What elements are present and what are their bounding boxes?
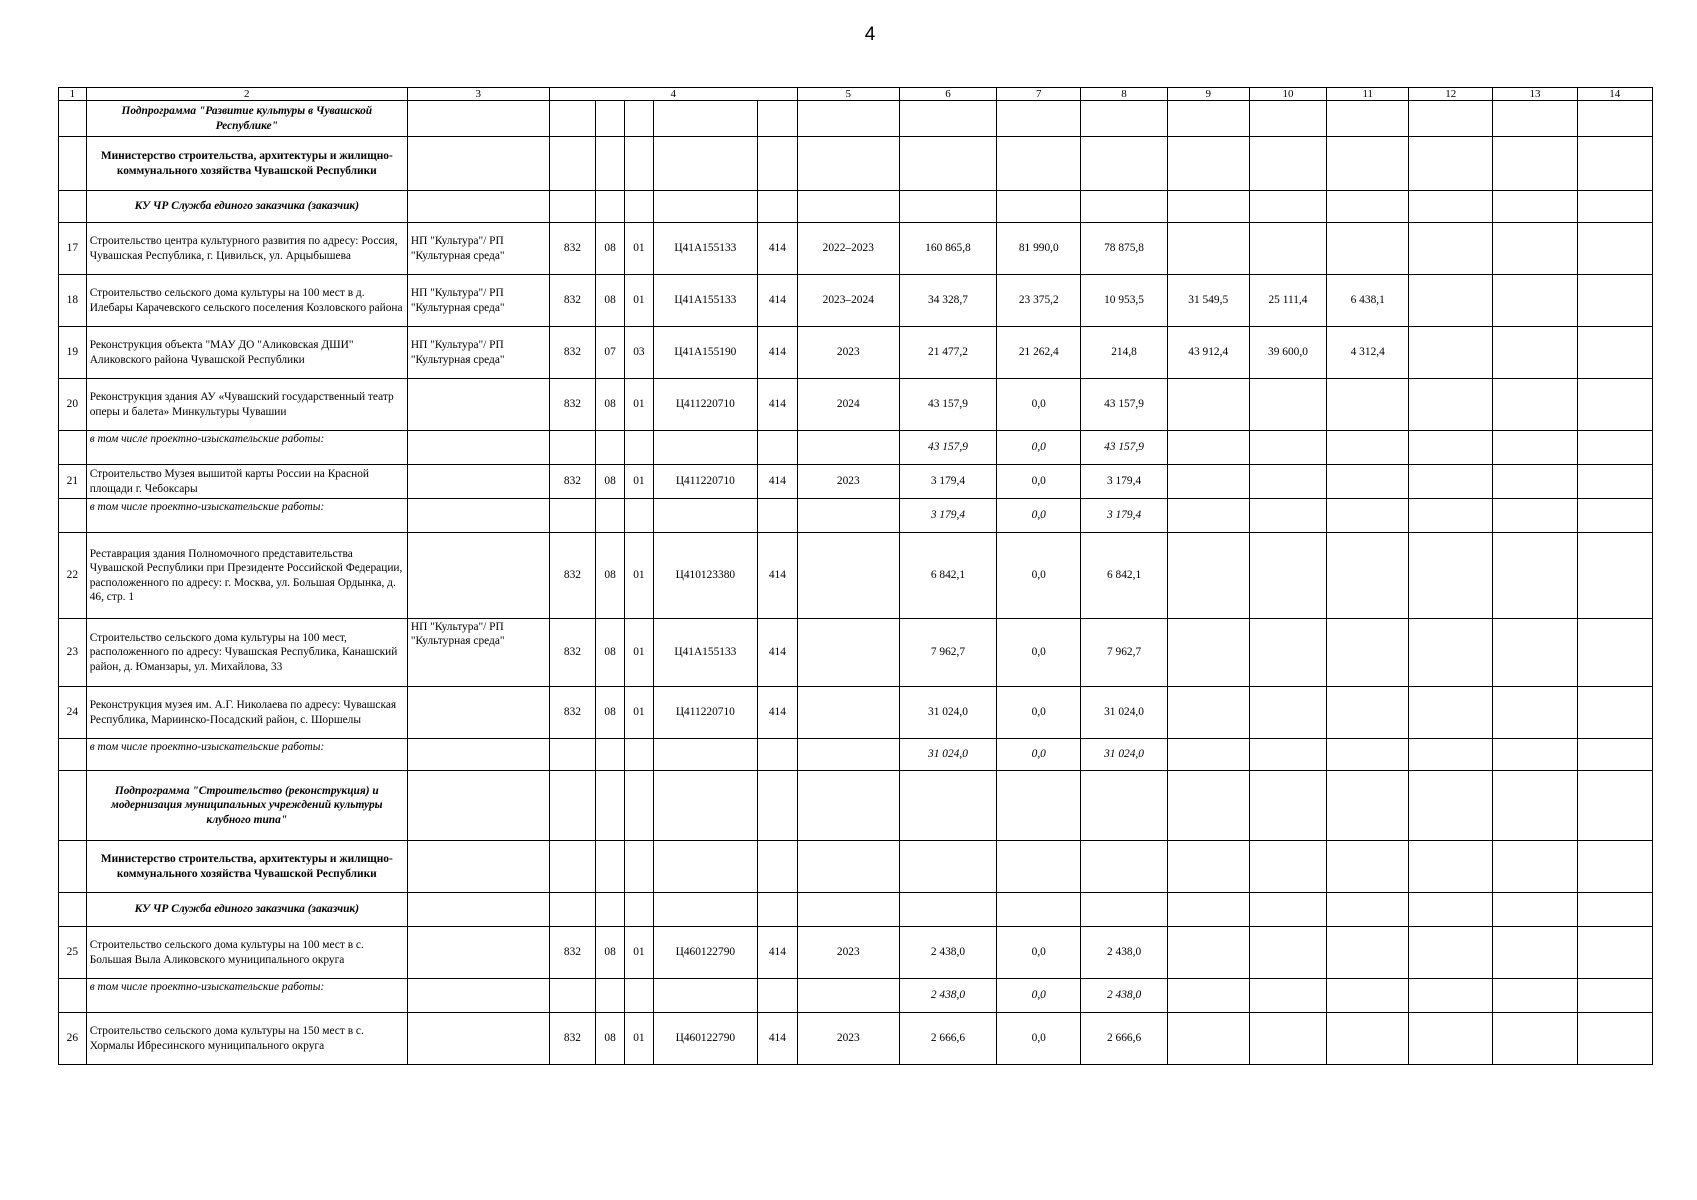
code-subsection: 03 xyxy=(625,327,654,379)
code-section: 08 xyxy=(596,275,625,327)
code-target: Ц411220710 xyxy=(653,465,757,499)
design-work-row xyxy=(59,979,1653,1013)
value-col11 xyxy=(1327,533,1409,619)
col-num-14: 14 xyxy=(1577,88,1652,101)
code-section: 07 xyxy=(596,327,625,379)
code-expense: 414 xyxy=(757,1013,797,1065)
table-row xyxy=(59,619,1653,687)
ministry-row xyxy=(59,137,1653,191)
object-name: Строительство сельского дома культуры на 100 мест в с. Большая Выла Аликовского муниципального округа xyxy=(86,927,407,979)
design-value-col8: 2 438,0 xyxy=(1081,979,1167,1013)
value-col8: 78 875,8 xyxy=(1081,223,1167,275)
value-col8: 3 179,4 xyxy=(1081,465,1167,499)
value-col11 xyxy=(1327,927,1409,979)
table-row xyxy=(59,327,1653,379)
years: 2024 xyxy=(797,379,899,431)
design-value-col8: 3 179,4 xyxy=(1081,499,1167,533)
code-target: Ц411220710 xyxy=(653,687,757,739)
value-col7: 0,0 xyxy=(997,379,1081,431)
code-ministry: 832 xyxy=(549,927,596,979)
code-target: Ц41А155133 xyxy=(653,619,757,687)
table-row xyxy=(59,223,1653,275)
value-col11 xyxy=(1327,1013,1409,1065)
table-row xyxy=(59,1013,1653,1065)
code-ministry: 832 xyxy=(549,687,596,739)
value-col9 xyxy=(1167,619,1249,687)
value-col10 xyxy=(1249,1013,1327,1065)
ministry-row xyxy=(59,841,1653,893)
object-name: Строительство сельского дома культуры на 100 мест в д. Илебары Карачевского сельского поселения Козловского района xyxy=(86,275,407,327)
value-col8: 2 438,0 xyxy=(1081,927,1167,979)
col-num-8: 8 xyxy=(1081,88,1167,101)
value-col9 xyxy=(1167,1013,1249,1065)
code-ministry: 832 xyxy=(549,327,596,379)
design-work-label: в том числе проектно-изыскательские работы: xyxy=(86,979,407,1013)
value-col9 xyxy=(1167,379,1249,431)
code-section: 08 xyxy=(596,533,625,619)
table-row xyxy=(59,465,1653,499)
row-number: 20 xyxy=(59,379,87,431)
code-target: Ц410123380 xyxy=(653,533,757,619)
value-col7: 0,0 xyxy=(997,1013,1081,1065)
design-value-col6: 31 024,0 xyxy=(899,739,996,771)
col-num-5: 5 xyxy=(797,88,899,101)
value-col10 xyxy=(1249,465,1327,499)
object-name: Реставрация здания Полномочного представительства Чувашской Республики при Президенте Российской Федерации, расположенного по адресу: г. Москва, ул. Большая Ордынка, д. 46, стр. 1 xyxy=(86,533,407,619)
code-ministry: 832 xyxy=(549,1013,596,1065)
object-name: Строительство сельского дома культуры на 100 мест, расположенного по адресу: Чувашская Республика, Канашский район, д. Юманзары, ул. Михайлова, 33 xyxy=(86,619,407,687)
value-col8: 7 962,7 xyxy=(1081,619,1167,687)
value-col7: 0,0 xyxy=(997,687,1081,739)
program-name: НП "Культура"/ РП "Культурная среда" xyxy=(407,327,549,379)
code-section: 08 xyxy=(596,619,625,687)
value-col8: 43 157,9 xyxy=(1081,379,1167,431)
code-expense: 414 xyxy=(757,223,797,275)
row-number: 24 xyxy=(59,687,87,739)
customer-title: КУ ЧР Служба единого заказчика (заказчик) xyxy=(86,893,407,927)
value-col7: 0,0 xyxy=(997,619,1081,687)
code-subsection: 01 xyxy=(625,1013,654,1065)
value-col7: 81 990,0 xyxy=(997,223,1081,275)
col-num-6: 6 xyxy=(899,88,996,101)
code-ministry: 832 xyxy=(549,223,596,275)
value-col6: 2 666,6 xyxy=(899,1013,996,1065)
code-ministry: 832 xyxy=(549,465,596,499)
design-value-col7: 0,0 xyxy=(997,431,1081,465)
value-col6: 6 842,1 xyxy=(899,533,996,619)
code-subsection: 01 xyxy=(625,619,654,687)
code-ministry: 832 xyxy=(549,533,596,619)
code-target: Ц460122790 xyxy=(653,1013,757,1065)
value-col7: 0,0 xyxy=(997,465,1081,499)
object-name: Реконструкция здания АУ «Чувашский государственный театр оперы и балета» Минкультуры Чувашии xyxy=(86,379,407,431)
years: 2023 xyxy=(797,327,899,379)
value-col8: 10 953,5 xyxy=(1081,275,1167,327)
value-col11 xyxy=(1327,619,1409,687)
value-col10 xyxy=(1249,533,1327,619)
program-name: НП "Культура"/ РП "Культурная среда" xyxy=(407,275,549,327)
code-section: 08 xyxy=(596,927,625,979)
code-subsection: 01 xyxy=(625,223,654,275)
object-name: Строительство сельского дома культуры на 150 мест в с. Хормалы Ибресинского муниципального округа xyxy=(86,1013,407,1065)
row-number: 26 xyxy=(59,1013,87,1065)
value-col10 xyxy=(1249,223,1327,275)
code-expense: 414 xyxy=(757,533,797,619)
value-col10: 39 600,0 xyxy=(1249,327,1327,379)
years: 2023 xyxy=(797,465,899,499)
col-num-9: 9 xyxy=(1167,88,1249,101)
design-work-row xyxy=(59,431,1653,465)
table-row xyxy=(59,687,1653,739)
program-name xyxy=(407,927,549,979)
value-col7: 0,0 xyxy=(997,533,1081,619)
code-subsection: 01 xyxy=(625,275,654,327)
value-col6: 3 179,4 xyxy=(899,465,996,499)
program-name: НП "Культура"/ РП "Культурная среда" xyxy=(407,619,549,687)
code-section: 08 xyxy=(596,1013,625,1065)
row-number: 21 xyxy=(59,465,87,499)
value-col10 xyxy=(1249,927,1327,979)
value-col9 xyxy=(1167,465,1249,499)
col-num-4: 4 xyxy=(549,88,797,101)
investment-table xyxy=(58,87,1653,1065)
col-num-2: 2 xyxy=(86,88,407,101)
code-expense: 414 xyxy=(757,465,797,499)
object-name: Реконструкция музея им. А.Г. Николаева по адресу: Чувашская Республика, Мариинско-Посадский район, с. Шоршелы xyxy=(86,687,407,739)
object-name: Строительство центра культурного развития по адресу: Россия, Чувашская Республика, г. Цивильск, ул. Арцыбышева xyxy=(86,223,407,275)
code-subsection: 01 xyxy=(625,379,654,431)
design-work-row xyxy=(59,739,1653,771)
table-row xyxy=(59,275,1653,327)
value-col10 xyxy=(1249,687,1327,739)
value-col11 xyxy=(1327,379,1409,431)
subprogram-row xyxy=(59,101,1653,137)
design-value-col6: 2 438,0 xyxy=(899,979,996,1013)
code-subsection: 01 xyxy=(625,465,654,499)
value-col8: 2 666,6 xyxy=(1081,1013,1167,1065)
years xyxy=(797,687,899,739)
value-col6: 160 865,8 xyxy=(899,223,996,275)
value-col6: 7 962,7 xyxy=(899,619,996,687)
value-col9 xyxy=(1167,687,1249,739)
code-subsection: 01 xyxy=(625,927,654,979)
table-row xyxy=(59,379,1653,431)
code-expense: 414 xyxy=(757,379,797,431)
value-col9 xyxy=(1167,927,1249,979)
years: 2022–2023 xyxy=(797,223,899,275)
value-col6: 2 438,0 xyxy=(899,927,996,979)
program-name xyxy=(407,465,549,499)
value-col8: 214,8 xyxy=(1081,327,1167,379)
value-col9: 43 912,4 xyxy=(1167,327,1249,379)
code-section: 08 xyxy=(596,379,625,431)
design-value-col7: 0,0 xyxy=(997,739,1081,771)
page-number: 4 xyxy=(864,24,876,45)
column-number-row xyxy=(59,88,1653,101)
program-name xyxy=(407,687,549,739)
value-col9 xyxy=(1167,223,1249,275)
value-col8: 31 024,0 xyxy=(1081,687,1167,739)
ministry-title: Министерство строительства, архитектуры и жилищно-коммунального хозяйства Чувашской Республики xyxy=(86,841,407,893)
customer-row xyxy=(59,191,1653,223)
col-num-13: 13 xyxy=(1493,88,1577,101)
code-section: 08 xyxy=(596,223,625,275)
code-ministry: 832 xyxy=(549,379,596,431)
design-work-label: в том числе проектно-изыскательские работы: xyxy=(86,431,407,465)
value-col9 xyxy=(1167,533,1249,619)
row-number: 19 xyxy=(59,327,87,379)
value-col6: 21 477,2 xyxy=(899,327,996,379)
value-col11: 6 438,1 xyxy=(1327,275,1409,327)
row-number: 25 xyxy=(59,927,87,979)
col-num-11: 11 xyxy=(1327,88,1409,101)
program-name xyxy=(407,379,549,431)
table-row xyxy=(59,927,1653,979)
code-ministry: 832 xyxy=(549,275,596,327)
code-target: Ц411220710 xyxy=(653,379,757,431)
code-expense: 414 xyxy=(757,687,797,739)
col-num-10: 10 xyxy=(1249,88,1327,101)
value-col10 xyxy=(1249,619,1327,687)
years xyxy=(797,619,899,687)
col-num-3: 3 xyxy=(407,88,549,101)
program-name: НП "Культура"/ РП "Культурная среда" xyxy=(407,223,549,275)
object-name: Реконструкция объекта "МАУ ДО "Аликовская ДШИ" Аликовского района Чувашской Республики xyxy=(86,327,407,379)
code-subsection: 01 xyxy=(625,533,654,619)
value-col10: 25 111,4 xyxy=(1249,275,1327,327)
years: 2023 xyxy=(797,1013,899,1065)
design-work-label: в том числе проектно-изыскательские работы: xyxy=(86,739,407,771)
subprogram-title: Подпрограмма "Строительство (реконструкция) и модернизация муниципальных учреждений культуры клубного типа" xyxy=(86,771,407,841)
value-col7: 0,0 xyxy=(997,927,1081,979)
code-expense: 414 xyxy=(757,619,797,687)
row-number: 23 xyxy=(59,619,87,687)
code-target: Ц41А155133 xyxy=(653,275,757,327)
value-col11 xyxy=(1327,465,1409,499)
value-col11 xyxy=(1327,223,1409,275)
object-name: Строительство Музея вышитой карты России на Красной площади г. Чебоксары xyxy=(86,465,407,499)
customer-row xyxy=(59,893,1653,927)
value-col7: 21 262,4 xyxy=(997,327,1081,379)
code-subsection: 01 xyxy=(625,687,654,739)
code-target: Ц41А155190 xyxy=(653,327,757,379)
design-value-col7: 0,0 xyxy=(997,979,1081,1013)
code-target: Ц460122790 xyxy=(653,927,757,979)
design-value-col6: 3 179,4 xyxy=(899,499,996,533)
code-expense: 414 xyxy=(757,275,797,327)
value-col11: 4 312,4 xyxy=(1327,327,1409,379)
subprogram-row xyxy=(59,771,1653,841)
design-value-col7: 0,0 xyxy=(997,499,1081,533)
value-col6: 31 024,0 xyxy=(899,687,996,739)
table-row xyxy=(59,533,1653,619)
row-number: 18 xyxy=(59,275,87,327)
value-col8: 6 842,1 xyxy=(1081,533,1167,619)
ministry-title: Министерство строительства, архитектуры и жилищно-коммунального хозяйства Чувашской Республики xyxy=(86,137,407,191)
row-number: 22 xyxy=(59,533,87,619)
col-num-7: 7 xyxy=(997,88,1081,101)
years: 2023 xyxy=(797,927,899,979)
program-name xyxy=(407,533,549,619)
code-expense: 414 xyxy=(757,327,797,379)
design-value-col8: 31 024,0 xyxy=(1081,739,1167,771)
design-work-row xyxy=(59,499,1653,533)
col-num-1: 1 xyxy=(59,88,87,101)
design-value-col6: 43 157,9 xyxy=(899,431,996,465)
value-col6: 43 157,9 xyxy=(899,379,996,431)
code-section: 08 xyxy=(596,465,625,499)
value-col11 xyxy=(1327,687,1409,739)
value-col9: 31 549,5 xyxy=(1167,275,1249,327)
code-expense: 414 xyxy=(757,927,797,979)
code-section: 08 xyxy=(596,687,625,739)
row-number: 17 xyxy=(59,223,87,275)
customer-title: КУ ЧР Служба единого заказчика (заказчик) xyxy=(86,191,407,223)
subprogram-title: Подпрограмма "Развитие культуры в Чувашской Республике" xyxy=(86,101,407,137)
code-target: Ц41А155133 xyxy=(653,223,757,275)
years xyxy=(797,533,899,619)
years: 2023–2024 xyxy=(797,275,899,327)
code-ministry: 832 xyxy=(549,619,596,687)
value-col10 xyxy=(1249,379,1327,431)
col-num-12: 12 xyxy=(1409,88,1493,101)
program-name xyxy=(407,1013,549,1065)
design-work-label: в том числе проектно-изыскательские работы: xyxy=(86,499,407,533)
value-col7: 23 375,2 xyxy=(997,275,1081,327)
design-value-col8: 43 157,9 xyxy=(1081,431,1167,465)
value-col6: 34 328,7 xyxy=(899,275,996,327)
